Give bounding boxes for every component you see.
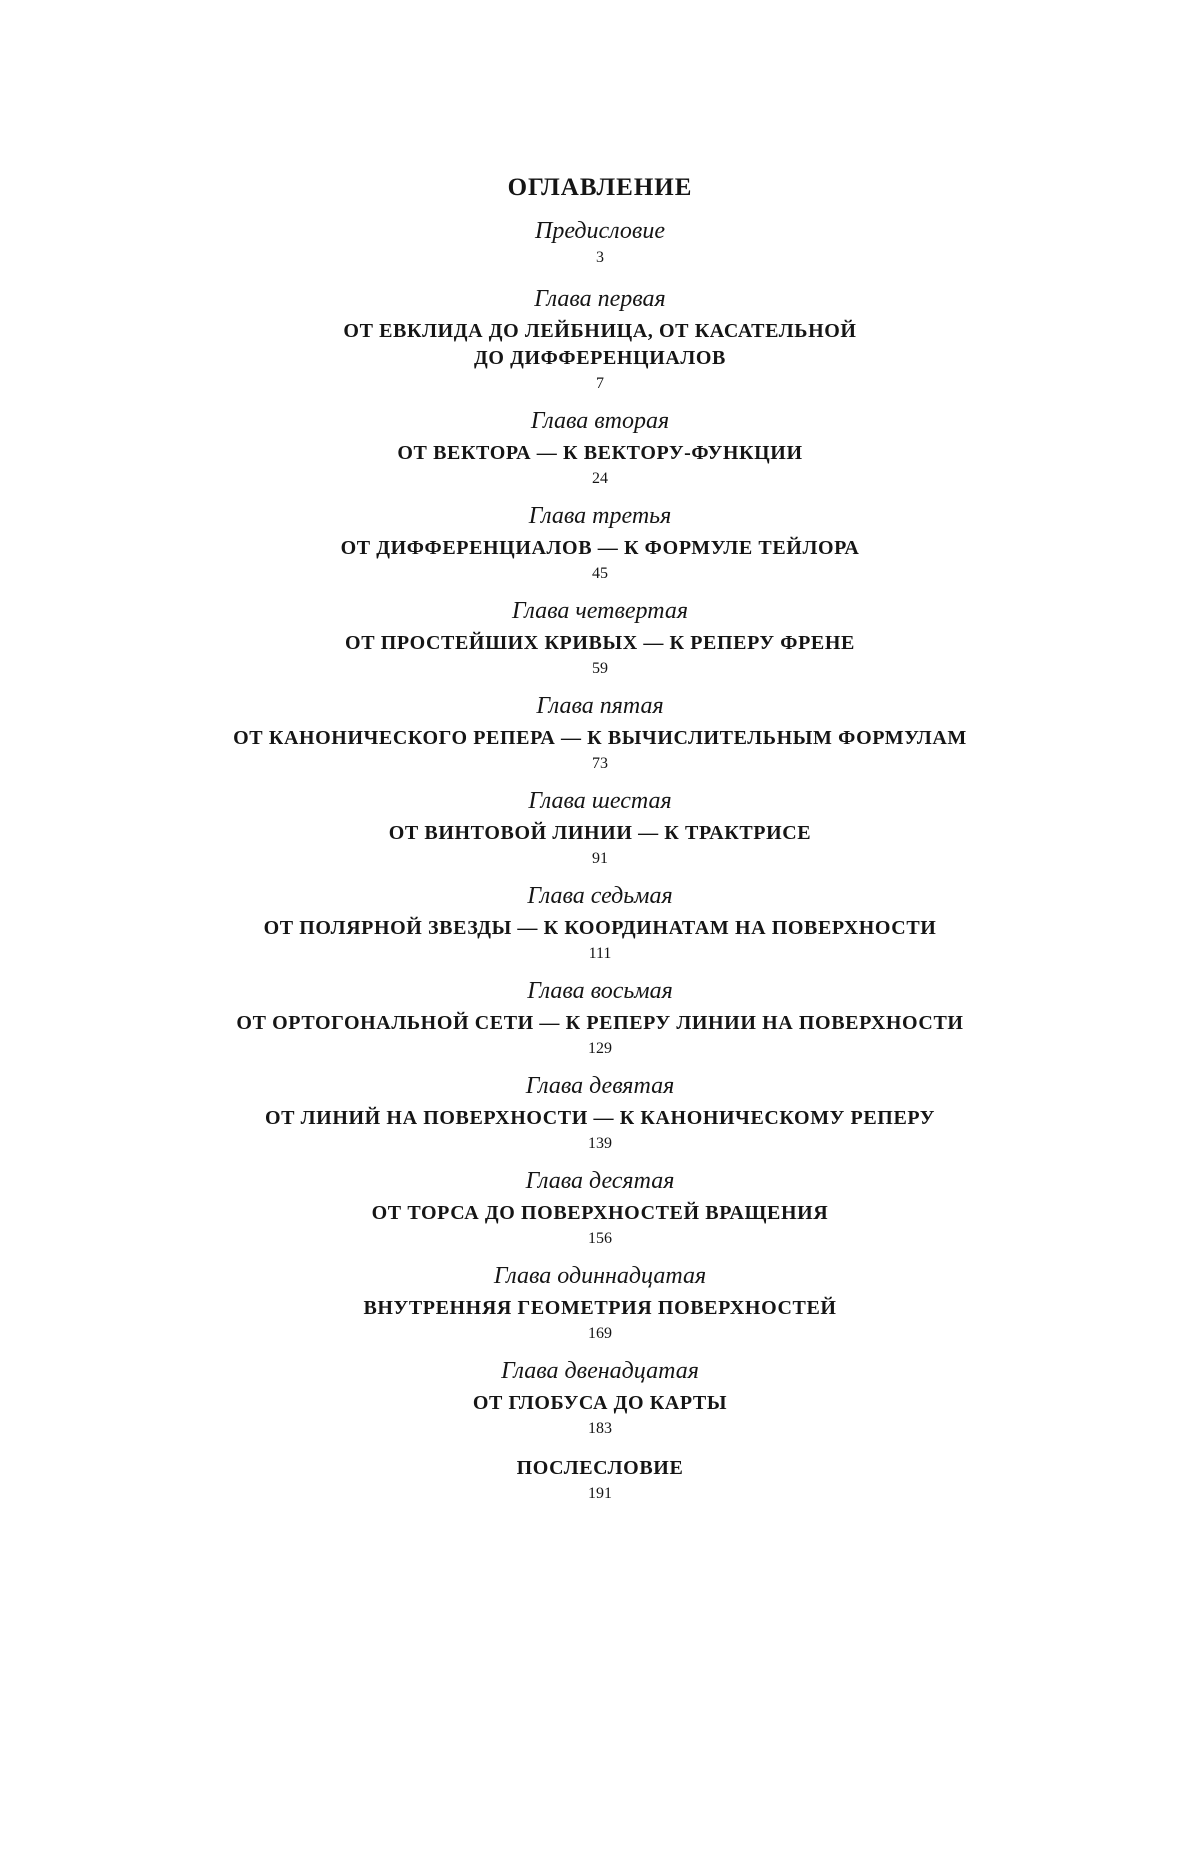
chapter-title-line: ВНУТРЕННЯЯ ГЕОМЕТРИЯ ПОВЕРХНОСТЕЙ	[363, 1297, 837, 1319]
chapter-title-line: ОТ ЛИНИЙ НА ПОВЕРХНОСТИ — К КАНОНИЧЕСКОМУ РЕПЕРУ	[264, 1107, 935, 1129]
chapter-page-number: 7	[596, 375, 604, 392]
preface-page-number: 3	[596, 249, 604, 266]
chapter-label: Глава первая	[534, 286, 666, 312]
chapter-title-line: ОТ ПРОСТЕЙШИХ КРИВЫХ — К РЕПЕРУ ФРЕНЕ	[345, 632, 855, 654]
chapter-page-number: 24	[592, 470, 608, 487]
chapter-page-number: 169	[588, 1325, 612, 1342]
toc-entry-chapter-1	[100, 284, 1100, 396]
chapter-label: Глава вторая	[530, 408, 670, 434]
chapter-title-line: ОТ ВИНТОВОЙ ЛИНИИ — К ТРАКТРИСЕ	[388, 822, 812, 844]
chapter-page-number: 45	[592, 565, 608, 582]
chapter-label: Глава одиннадцатая	[493, 1263, 707, 1289]
chapter-label: Глава седьмая	[527, 883, 673, 909]
preface-label: Предисловие	[534, 218, 665, 244]
chapter-label: Глава девятая	[525, 1073, 675, 1099]
chapter-page-number: 183	[588, 1420, 612, 1437]
afterword-title: ПОСЛЕСЛОВИЕ	[516, 1457, 684, 1479]
chapter-label: Глава третья	[528, 503, 672, 529]
chapter-page-number: 73	[592, 755, 608, 772]
chapter-label: Глава шестая	[528, 788, 672, 814]
toc-heading: ОГЛАВЛЕНИЕ	[507, 174, 693, 201]
toc-entry-chapter-7	[100, 881, 1100, 966]
chapter-page-number: 91	[592, 850, 608, 867]
chapter-page-number: 129	[588, 1040, 612, 1057]
toc-entry-chapter-5	[100, 691, 1100, 776]
toc-entry-chapter-10	[100, 1166, 1100, 1251]
toc-entry-chapter-8	[100, 976, 1100, 1061]
toc-entry-afterword	[100, 1455, 1100, 1506]
table-of-contents	[100, 172, 1100, 1516]
chapter-title-line: ОТ КАНОНИЧЕСКОГО РЕПЕРА — К ВЫЧИСЛИТЕЛЬНЫМ ФОРМУЛАМ	[233, 727, 967, 749]
chapter-label: Глава двенадцатая	[501, 1358, 699, 1384]
chapter-label: Глава десятая	[525, 1168, 675, 1194]
chapter-label: Глава четвертая	[511, 598, 689, 624]
toc-entry-chapter-9	[100, 1071, 1100, 1156]
chapter-page-number: 59	[592, 660, 608, 677]
afterword-page-number: 191	[588, 1485, 612, 1502]
chapter-page-number: 111	[588, 945, 612, 962]
chapter-title-line: ОТ ТОРСА ДО ПОВЕРХНОСТЕЙ ВРАЩЕНИЯ	[371, 1202, 829, 1224]
toc-entry-chapter-11	[100, 1261, 1100, 1346]
chapter-title-line: ДО ДИФФЕРЕНЦИАЛОВ	[474, 347, 726, 369]
chapter-title-line: ОТ ЕВКЛИДА ДО ЛЕЙБНИЦА, ОТ КАСАТЕЛЬНОЙ	[343, 320, 857, 342]
chapter-title-line: ОТ ГЛОБУСА ДО КАРТЫ	[472, 1392, 728, 1414]
toc-entry-chapter-12	[100, 1356, 1100, 1441]
toc-entry-preface	[100, 216, 1100, 270]
toc-entry-chapter-6	[100, 786, 1100, 871]
toc-entry-chapter-3	[100, 501, 1100, 586]
toc-entry-chapter-2	[100, 406, 1100, 491]
toc-entry-chapter-4	[100, 596, 1100, 681]
chapter-page-number: 139	[588, 1135, 612, 1152]
chapter-title-line: ОТ ДИФФЕРЕНЦИАЛОВ — К ФОРМУЛЕ ТЕЙЛОРА	[340, 537, 860, 559]
chapter-page-number: 156	[588, 1230, 612, 1247]
chapter-title-line: ОТ ОРТОГОНАЛЬНОЙ СЕТИ — К РЕПЕРУ ЛИНИИ НА ПОВЕРХНОСТИ	[236, 1012, 964, 1034]
chapter-title-line: ОТ ВЕКТОРА — К ВЕКТОРУ-ФУНКЦИИ	[397, 442, 803, 464]
chapter-title-line: ОТ ПОЛЯРНОЙ ЗВЕЗДЫ — К КООРДИНАТАМ НА ПОВЕРХНОСТИ	[263, 917, 937, 939]
chapter-label: Глава восьмая	[527, 978, 673, 1004]
chapter-label: Глава пятая	[536, 693, 664, 719]
